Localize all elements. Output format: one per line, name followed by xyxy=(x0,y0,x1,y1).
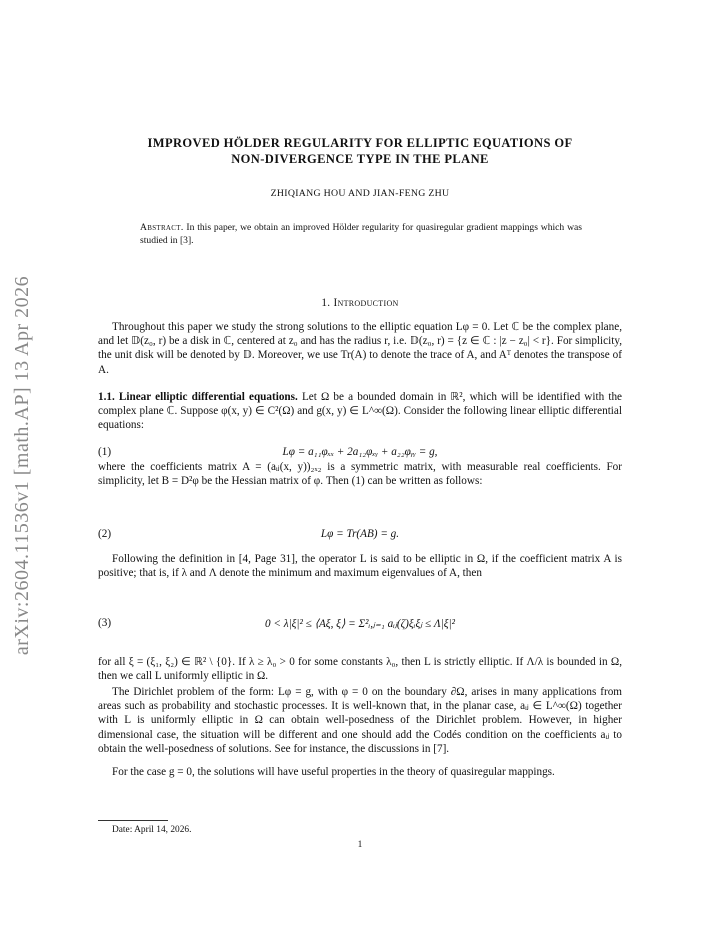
paragraph-intro: Throughout this paper we study the strong solutions to the elliptic equation Lφ = 0. Let ℂ be the complex plane, and let 𝔻(z₀, r) be a disk in ℂ, centered at z₀ and has the radius r, i.e. 𝔻(z₀, r) = {z ∈ ℂ : |z − z₀| < r}. For simplicity, the unit disk will be denoted by 𝔻. Moreover, we use Tr(A) to denote the trace of A, and Aᵀ denotes the transpose of A. xyxy=(98,321,622,376)
abstract-label: Abstract. xyxy=(140,222,184,233)
paragraph-coefficients: where the coefficients matrix A = (aᵢⱼ(x, y))₂ₓ₂ is a symmetric matrix, with measurable real coefficients. For simplicity, let B = D²φ be the Hessian matrix of φ. Then (1) can be written as follows: xyxy=(98,461,622,488)
paragraph-elliptic-definition: Following the definition in [4, Page 31], the operator L is said to be elliptic in Ω, if the coefficient matrix A is positive; that is, if λ and Λ denote the minimum and maximum eigenvalues of A, then xyxy=(98,553,622,580)
paragraph-subsection xyxy=(98,390,622,433)
title-line-1: IMPROVED HÖLDER REGULARITY FOR ELLIPTIC EQUATIONS OF xyxy=(147,136,573,150)
arxiv-id: arXiv:2604.11536v1 [math.AP] 13 Apr 2026 xyxy=(11,275,34,655)
equation-formula: Lφ = a₁₁φₓₓ + 2a₁₂φₓᵧ + a₂₂φᵧᵧ = g, xyxy=(282,446,438,458)
arxiv-stamp xyxy=(6,245,40,685)
author-list: ZHIQIANG HOU AND JIAN-FENG ZHU xyxy=(270,188,450,199)
paper-title xyxy=(98,135,622,167)
equation-formula: Lφ = Tr(AB) = g. xyxy=(320,528,400,540)
paragraph-dirichlet: The Dirichlet problem of the form: Lφ = g, with φ = 0 on the boundary ∂Ω, arises in many applications from areas such as probability and stochastic processes. It is well-known that, in the planar case, aᵢⱼ ∈ L^∞(Ω) together with L is uniformly elliptic in Ω can obtain well-posedness of the Dirichlet problem. However, in higher dimensional case, the situation will be different and one should add the Codés condition on the coefficients aᵢⱼ to obtain the well-posedness of solutions. See for instance, the discussions in [7]. xyxy=(98,686,622,755)
section-heading: 1. Introduction xyxy=(321,297,399,309)
footnote-date: Date: April 14, 2026. xyxy=(112,825,192,835)
title-line-2: NON-DIVERGENCE TYPE IN THE PLANE xyxy=(231,152,489,166)
page-number: 1 xyxy=(357,840,363,850)
subsection-heading: 1.1. Linear elliptic differential equations. xyxy=(98,391,298,403)
footnote-rule xyxy=(98,820,168,821)
subsection-text: Let Ω be a bounded domain in ℝ², which will be identified with the complex plane ℂ. Suppose φ(x, y) ∈ C²(Ω) and g(x, y) ∈ L^∞(Ω). Consider the following linear elliptic differential equations: xyxy=(98,391,622,432)
equation-3 xyxy=(98,617,622,635)
equation-formula: 0 < λ|ξ|² ≤ ⟨Aξ, ξ⟩ = Σ²ᵢ,ⱼ₌₁ aᵢⱼ(ζ)ξᵢξⱼ ≤ Λ|ξ|² xyxy=(264,618,455,630)
abstract-text: In this paper, we obtain an improved Hölder regularity for quasiregular gradient mappings which was studied in [3]. xyxy=(140,222,582,246)
paragraph-strictly-elliptic: for all ξ = (ξ₁, ξ₂) ∈ ℝ² \ {0}. If λ ≥ λ₀ > 0 for some constants λ₀, then L is strictly elliptic. If Λ/λ is bounded in Ω, then we call L uniformly elliptic in Ω. xyxy=(98,656,622,683)
equation-number: (1) xyxy=(98,446,112,458)
equation-number: (2) xyxy=(98,528,112,540)
equation-2 xyxy=(98,528,622,546)
paragraph-quasiregular: For the case g = 0, the solutions will have useful properties in the theory of quasiregular mappings. xyxy=(112,766,555,778)
equation-number: (3) xyxy=(98,617,112,629)
abstract xyxy=(140,221,582,247)
